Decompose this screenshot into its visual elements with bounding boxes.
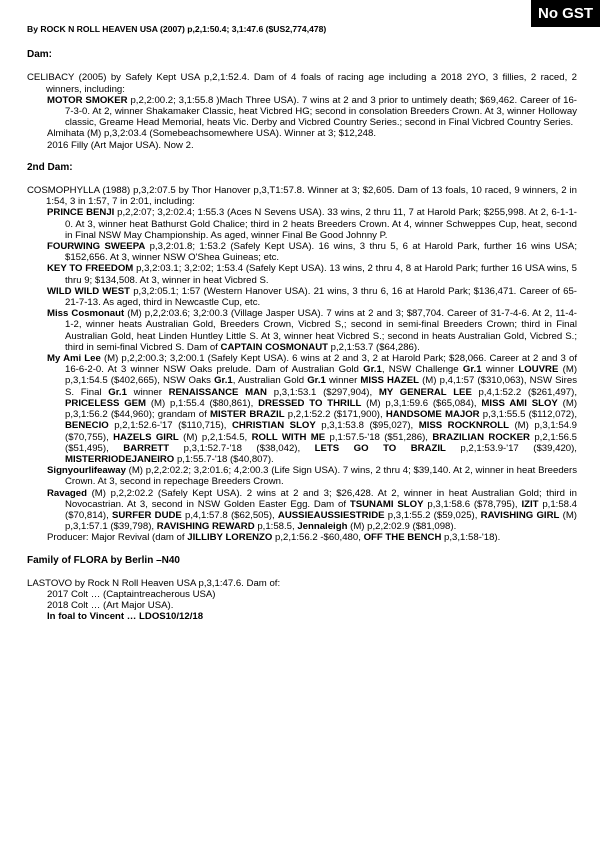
lastovo-foal-2018: 2018 Colt … (Art Major USA). [47, 600, 174, 612]
dam-description: CELIBACY (2005) by Safely Kept USA p,2,1:52.4. Dam of 4 foals of racing age including a 2018 2YO, 3 fillies, 2 raced, 2 winners, including: [27, 72, 577, 95]
sire-line: By ROCK N ROLL HEAVEN USA (2007) p,2,1:50.4; 3,1:47.6 ($US2,774,478) [27, 24, 327, 34]
lastovo-description: LASTOVO by Rock N Roll Heaven USA p,3,1:47.6. Dam of: [27, 577, 281, 589]
horse-record: p,4,1:57.8 ($62,505), [181, 509, 278, 521]
horse-record: (M) p,2,1:54.5, [178, 431, 252, 443]
horse-name: BARRETT [123, 442, 170, 454]
offspring-key-to-freedom [27, 263, 577, 285]
horse-name: CHRISTIAN SLOY [231, 420, 316, 432]
horse-record: (M) p,3,1:54.9 ($70,755), [65, 420, 578, 443]
horse-name: TSUNAMI SLOY [349, 498, 424, 510]
grade-label: Gr.1 [108, 386, 127, 398]
horse-record: p,3,1:53.8 ($95,027), [315, 420, 419, 432]
horse-record: p,3,1:55.2 ($59,025), [384, 509, 481, 521]
horse-record: p,1:58.5, [254, 521, 298, 533]
horse-record: p,3,2:03.1; 3,2:02; 1:53.4 (Safely Kept USA). 13 wins, 2 thru 4, 8 at Harold Park; further 16 USA wins, 5 thru 9; $134,508. At 3, winner in heat Vicbred S. [65, 263, 577, 286]
horse-name: HANDSOME MAJOR [385, 409, 480, 421]
horse-name: MISTERRIODEJANEIRO [65, 453, 175, 465]
offspring-my-ami-lee [27, 353, 577, 465]
horse-record: (M) p,4,1:57 ($310,063), NSW Sires S. Final [65, 375, 578, 398]
horse-name: PRINCE BENJI [47, 207, 115, 219]
horse-name: LETS GO TO BRAZIL [314, 442, 446, 454]
horse-record: Producer: Major Revival (dam of [47, 532, 188, 544]
horse-name: PRICELESS GEM [65, 397, 147, 409]
horse-record: , NSW Challenge [381, 364, 463, 376]
horse-name: ROLL WITH ME [251, 431, 326, 443]
horse-name: MY GENERAL LEE [378, 386, 472, 398]
horse-record: p,2,1:53.7 ($64,286). [328, 341, 420, 353]
horse-name: FOURWING SWEEPA [47, 241, 146, 253]
horse-record: winner [481, 364, 519, 376]
horse-name: MOTOR SMOKER [47, 94, 128, 106]
horse-record: (M) p,3,1:56.2 ($44,960); grandam of [65, 397, 578, 421]
horse-record: winner [126, 386, 169, 398]
no-gst-badge: No GST [531, 0, 600, 27]
horse-name: WILD WILD WEST [47, 285, 131, 297]
offspring-ravaged [27, 488, 577, 533]
offspring-miss-cosmonaut [27, 308, 577, 353]
horse-record: (M) p,2,2:03.6; 3,2:00.3 (Village Jasper USA). 7 wins at 2 and 3; $87,704. Career of 31-7-4-6. At 2, 11-4-1-2, winner heats Australian Gold, Breeders Crown, Vicbred S,; second in semi-final Breeders Crown; third in Final Australian Gold, heat Linden Huntley Little S. At 3, winner heat Vicbred S.; second in heats Australian Gold, Vicbred S.; third in semi-final Vicbred S. Dam of [65, 308, 578, 353]
grade-label: Gr.1 [307, 375, 326, 387]
horse-name: RAVISHING GIRL [480, 509, 560, 521]
horse-record: p,2,2:00.2; 3,1:55.8 )Mach Three USA). 7 wins at 2 and 3 prior to untimely death; $69,462. Career of 16-7-3-0. At 2, winner Shakamaker Classic, heat Vicbred HG; second in consolation Breeders Crown. At 3, winner Holloway classic, Greame Head Memorial, heats Vic. Derby and Vicbred Country Series.; second in Final Vicbred Country Series. [65, 94, 578, 129]
horse-name: BENECIO [65, 420, 109, 432]
offspring-prince-benji [27, 207, 577, 241]
horse-record: p,2,1:56.2 -$60,480, [272, 532, 364, 544]
horse-record: p,2,2:07; 3,2:02.4; 1:55.3 (Aces N Sevens USA). 33 wins, 2 thru 11, 7 at Harold Park; $255,998. At 2, 6-1-1-0. At 3, winner heat Bathurst Gold Chalice; third in 2 heats Breeders Crown. At 4, winner Schweppes Cup, heat, second in Final NSW May Championship. As aged, winner Final Be Good Johnny P. [65, 207, 577, 241]
horse-name: HAZELS GIRL [113, 431, 179, 443]
horse-record: p,4,1:52.2 ($261,497), [471, 386, 578, 398]
producer-major-revival [27, 532, 577, 543]
horse-record: p,2,1:56.5 ($51,495), [65, 431, 578, 454]
horse-record: p,3,1:58-'18). [441, 532, 501, 544]
horse-record: (M) p,2,2:00.3; 3,2:00.1 (Safely Kept USA). 6 wins at 2 and 3, 2 at Harold Park; $28,066. Career at 2 and 3 of 16-6-2-0. At 3 winner NSW Oaks prelude. Dam of Australian Gold [65, 353, 577, 376]
offspring-signyourlifeaway [27, 465, 577, 487]
second-dam-heading: 2nd Dam: [27, 161, 73, 173]
horse-name: SURFER DUDE [111, 509, 182, 521]
horse-name: MISS ROCKNROLL [418, 420, 509, 432]
dam-offspring-almihata: Almihata (M) p,3,2:03.4 (Somebeachsomewhere USA). Winner at 3; $12,248. [47, 128, 377, 140]
horse-record: , Australian Gold [232, 375, 308, 387]
in-foal-note [27, 611, 577, 622]
horse-record: p,2,1:53.9-'17 ($39,420), [445, 442, 577, 454]
horse-record: (M) p,1:55.4 ($80,861), [146, 397, 259, 409]
grade-label: Gr.1 [462, 364, 482, 376]
horse-record: (M) p,3,1:59.6 ($65,084), [361, 397, 482, 409]
horse-name: CAPTAIN COSMONAUT [220, 341, 328, 353]
horse-record: p,1:58.4 ($70,814), [65, 498, 578, 521]
grade-label: Gr.1 [214, 375, 233, 387]
horse-record: p,3,1:53.1 ($297,904), [267, 386, 379, 398]
horse-record: (M) p,3,1:57.1 ($39,798), [65, 509, 577, 533]
horse-name: RAVISHING REWARD [156, 521, 255, 533]
horse-record: winner [325, 375, 361, 387]
pedigree-page [27, 24, 577, 623]
horse-name: Jennaleigh [297, 521, 348, 533]
horse-name: LOUVRE [518, 364, 559, 376]
horse-name: Ravaged [47, 487, 87, 499]
horse-record: p,3,2:01.8; 1:53.2 (Safely Kept USA). 16 wins, 3 thru 5, 6 at Harold Park, further 16 wins USA; $152,656. At 3, winner NSW O'Shea Guineas; etc. [65, 241, 577, 264]
horse-record: p,2,1:52.2 ($171,900), [284, 409, 386, 421]
horse-record: p,3,1:52.7-'18 ($38,042), [169, 442, 315, 454]
dam-heading: Dam: [27, 49, 53, 61]
lastovo-foal-2017: 2017 Colt … (Captaintreacherous USA) [47, 588, 216, 600]
horse-name: MISS HAZEL [360, 375, 419, 387]
horse-name: KEY TO FREEDOM [47, 263, 134, 275]
horse-record: (M) p,2,2:02.2 (Safely Kept USA). 2 wins at 2 and 3; $26,428. At 2, winner in heat Australian Gold; third in Novocastrian. At 3, second in NSW Golden Easter Egg. Dam of [65, 487, 577, 510]
in-foal-text: In foal to Vincent … LDOS10/12/18 [47, 611, 204, 623]
horse-name: Signyourlifeaway [47, 465, 126, 477]
grade-label: Gr.1 [363, 364, 382, 376]
horse-record: p,1:55.7-'18 ($40,807). [174, 453, 274, 465]
horse-name: BRAZILIAN ROCKER [432, 431, 530, 443]
horse-record: p,2,1:52.6-'17 ($110,715), [108, 420, 232, 432]
horse-name: IZIT [521, 498, 539, 510]
horse-record: (M) p,2,2:02.9 ($81,098). [347, 521, 457, 533]
horse-name: JILLIBY LORENZO [187, 532, 273, 544]
horse-name: AUSSIEAUSSIESTRIDE [277, 509, 385, 521]
second-dam-description: COSMOPHYLLA (1988) p,3,2:07.5 by Thor Hanover p,3,T1:57.8. Winner at 3; $2,605. Dam of 13 foals, 10 raced, 9 winners, 2 in 1:54, 3 in 1:57, 7 in 2:01, including: [27, 185, 577, 208]
family-heading: Family of FLORA by Berlin –N40 [27, 554, 180, 566]
horse-name: Miss Cosmonaut [47, 308, 125, 320]
horse-record: p,3,1:58.6 ($78,795), [423, 498, 522, 510]
horse-name: My Ami Lee [47, 353, 101, 365]
offspring-wild-wild-west [27, 286, 577, 308]
horse-record: (M) p,3,1:54.5 ($402,665), NSW Oaks [65, 364, 578, 387]
horse-name: DRESSED TO THRILL [258, 397, 362, 409]
offspring-fourwing-sweepa [27, 241, 577, 263]
dam-offspring-2016-filly: 2016 Filly (Art Major USA). Now 2. [47, 139, 194, 151]
horse-record: (M) p,2,2:02.2; 3,2:01.6; 4,2:00.3 (Life Sign USA). 7 wins, 2 thru 4; $39,140. At 2, winner in heat Breeders Crown. At 3, second in repechage Breeders Crown. [65, 465, 577, 488]
horse-record: p,3,1:55.5 ($112,072), [479, 409, 577, 421]
horse-record: p,1:57.5-'18 ($51,286), [325, 431, 433, 443]
dam-offspring-motor-smoker [27, 95, 577, 129]
horse-name: MISTER BRAZIL [209, 409, 285, 421]
horse-name: OFF THE BENCH [363, 532, 442, 544]
horse-name: MISS AMI SLOY [481, 397, 558, 409]
horse-name: RENAISSANCE MAN [168, 386, 267, 398]
horse-record: p,3,2:05.1; 1:57 (Western Hanover USA). 21 wins, 3 thru 6, 16 at Harold Park; $136,471. Career of 65-21-7-13. As aged, third in Newcastle Cup, etc. [65, 285, 577, 309]
